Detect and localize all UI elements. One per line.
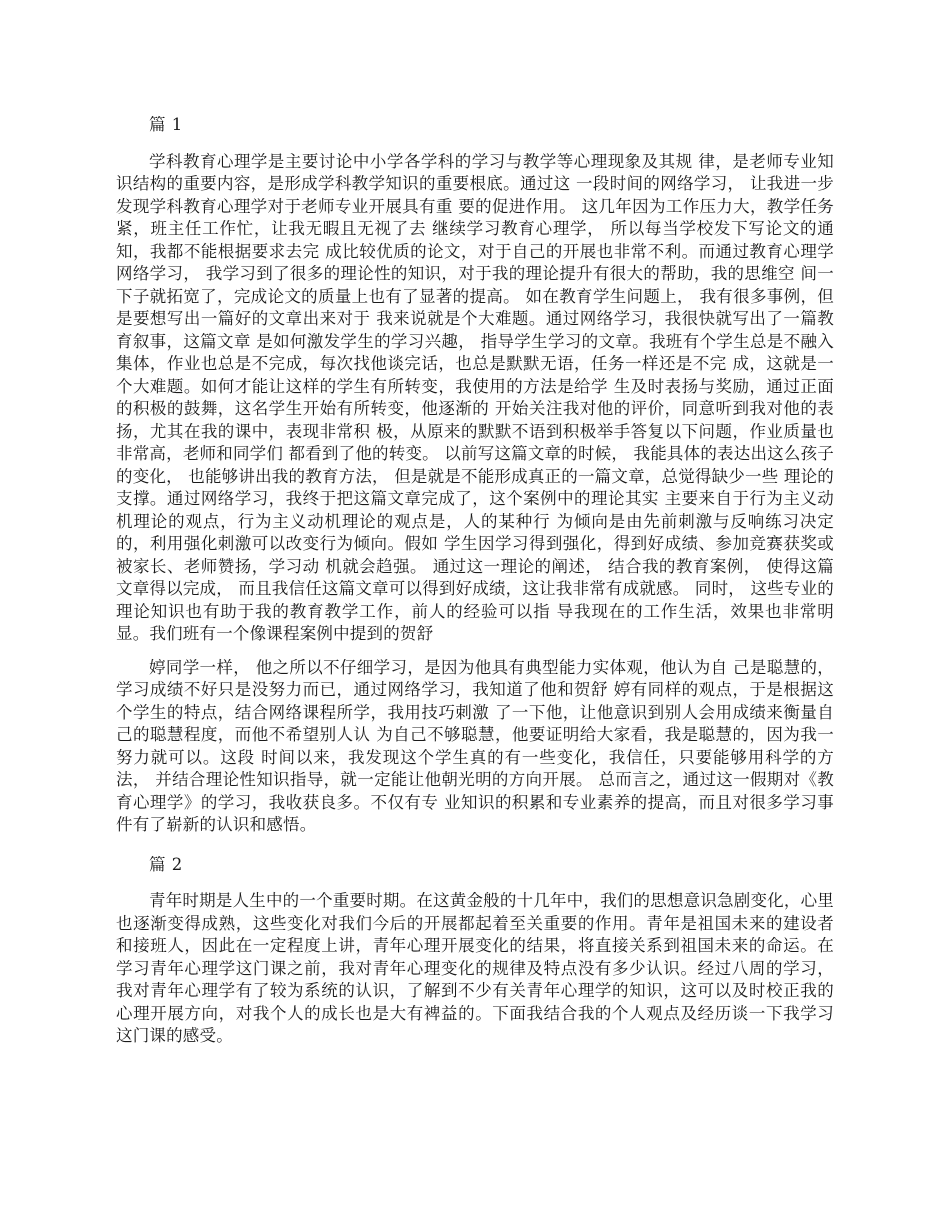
body-paragraph: 学科教育心理学是主要讨论中小学各学科的学习与教学等心理现象及其规 律，是老师专业知识结构的重要内容，是形成学科教学知识的重要根底。通过这 一段时间的网络学习， 让我进一步发现学科教育心理学对于老师专业开展具有重 要的促进作用。 这几年因为工作压力大，教学任务紧，班主任工作忙，让我无暇且无视了去 继续学习教育心理学， 所以每当学校发下写论文的通知，我都不能根据要求去完 成比较优质的论文，对于自己的开展也非常不利。而通过教育心理学网络学习， 我学习到了很多的理论性的知识，对于我的理论提升有很大的帮助，我的思维空 间一下子就拓宽了，完成论文的质量上也有了显著的提高。 如在教育学生问题上， 我有很多事例，但是要想写出一篇好的文章出来对于 我来说就是个大难题。通过网络学习，我很快就写出了一篇教育叙事，这篇文章 是如何激发学生的学习兴趣， 指导学生学习的文章。我班有个学生总是不融入集体，作业也总是不完成，每次找他谈完话，也总是默默无语，任务一样还是不完 成，这就是一个大难题。如何才能让这样的学生有所转变，我使用的方法是给学 生及时表扬与奖励，通过正面的积极的鼓舞，这名学生开始有所转变，他逐渐的 开始关注我对他的评价，同意听到我对他的表扬，尤其在我的课中，表现非常积 极，从原来的默默不语到积极举手答复以下问题，作业质量也非常高，老师和同学们 都看到了他的转变。 以前写这篇文章的时候， 我能具体的表达出这么孩子的变化， 也能够讲出我的教育方法， 但是就是不能形成真正的一篇文章，总觉得缺少一些 理论的支撑。通过网络学习，我终于把这篇文章完成了，这个案例中的理论其实 主要来自于行为主义动机理论的观点，行为主义动机理论的观点是，人的某种行 为倾向是由先前刺激与反响练习决定的，利用强化刺激可以改变行为倾向。假如 学生因学习得到强化，得到好成绩、参加竞赛获奖或被家长、老师赞扬，学习动 机就会趋强。 通过这一理论的阐述， 结合我的教育案例， 使得这篇文章得以完成， 而且我信任这篇文章可以得到好成绩，这让我非常有成就感。 同时， 这些专业的理论知识也有助于我的教育教学工作，前人的经验可以指 导我现在的工作生活，效果也非常明显。我们班有一个像课程案例中提到的贺舒	[116, 151, 834, 643]
section-heading-2: 篇 2	[149, 854, 183, 874]
body-paragraph: 婷同学一样， 他之所以不仔细学习，是因为他具有典型能力实体观，他认为自 己是聪慧的，学习成绩不好只是没努力而已，通过网络学习，我知道了他和贺舒 婷有同样的观点，于是根据这个学生的特点，结合网络课程所学，我用技巧刺激 了一下他，让他意识到别人会用成绩来衡量自己的聪慧程度，而他不希望别人认 为自己不够聪慧，他要证明给大家看，我是聪慧的，因为我一努力就可以。这段 时间以来，我发现这个学生真的有一些变化，我信任，只要能够用科学的方法， 并结合理论性知识指导，就一定能让他朝光明的方向开展。 总而言之，通过这一假期对《教育心理学》的学习，我收获良多。不仅有专 业知识的积累和专业素养的提高，而且对很多学习事件有了崭新的认识和感悟。	[116, 657, 834, 834]
body-paragraph: 青年时期是人生中的一个重要时期。在这黄金般的十几年中，我们的思想意识急剧变化，心里也逐渐变得成熟，这些变化对我们今后的开展都起着至关重要的作用。青年是祖国未来的建设者和接班人，因此在一定程度上讲，青年心理开展变化的结果，将直接关系到祖国未来的命运。在学习青年心理学这门课之前，我对青年心理变化的规律及特点没有多少认识。经过八周的学习，我对青年心理学有了较为系统的认识，了解到不少有关青年心理学的知识，这可以及时校正我的心理开展方向，对我个人的成长也是大有裨益的。下面我结合我的个人观点及经历谈一下我学习这门课的感受。	[116, 891, 834, 1045]
section-heading-1: 篇 1	[149, 115, 183, 134]
document-page	[116, 114, 834, 1059]
